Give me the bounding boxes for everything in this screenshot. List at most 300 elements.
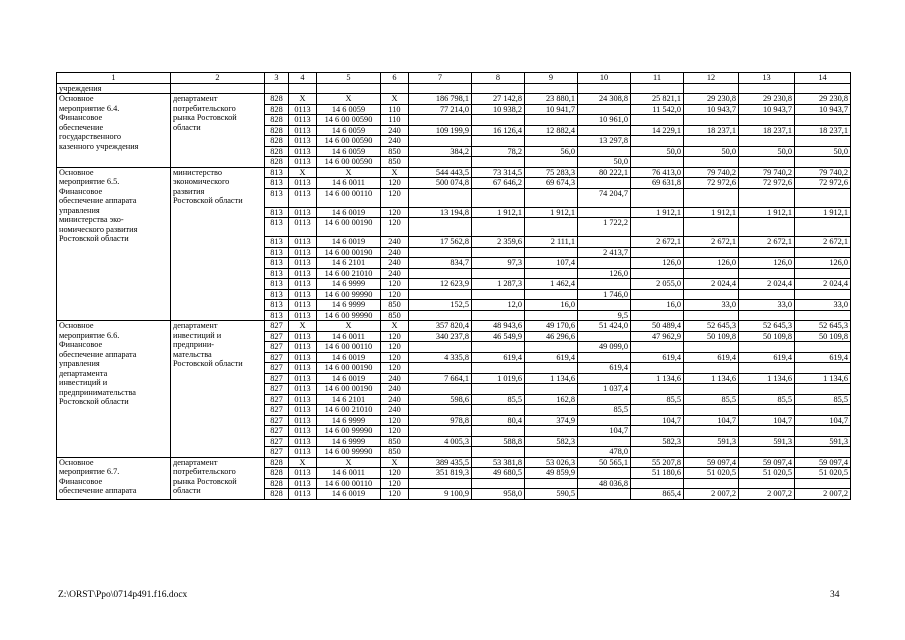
column-number: 11 — [631, 73, 684, 84]
target-article-code: 14 6 00 00190 — [317, 384, 381, 395]
amount-cell-14: 619,4 — [795, 352, 851, 363]
expense-type-code: 240 — [381, 237, 409, 248]
target-article-code: 14 6 00 99990 — [317, 426, 381, 437]
amount-cell-14: 50 109,8 — [795, 331, 851, 342]
amount-cell-8: 78,2 — [472, 146, 525, 157]
amount-cell-7 — [409, 447, 472, 458]
grbs-code: 828 — [265, 146, 289, 157]
amount-cell-12: 85,5 — [684, 394, 739, 405]
amount-cell-8: 16 126,4 — [472, 125, 525, 136]
amount-cell-9: 107,4 — [525, 258, 578, 269]
section-code: 0113 — [289, 104, 317, 115]
expense-type-code: 240 — [381, 136, 409, 147]
column-number: 7 — [409, 73, 472, 84]
amount-cell-9: 374,9 — [525, 415, 578, 426]
amount-cell-8 — [472, 157, 525, 168]
grbs-code: 813 — [265, 247, 289, 258]
amount-cell-13 — [739, 136, 795, 147]
amount-cell-12 — [684, 289, 739, 300]
target-article-code: 14 6 0011 — [317, 331, 381, 342]
amount-cell-11: 2 672,1 — [631, 237, 684, 248]
executor-name: министерство экономического развития Ростовской области — [171, 167, 265, 321]
amount-cell-10: 80 222,1 — [578, 167, 631, 178]
amount-cell-9: 53 026,3 — [525, 457, 578, 468]
amount-cell-8: 97,3 — [472, 258, 525, 269]
grbs-code: 827 — [265, 426, 289, 437]
expense-type-code: 240 — [381, 384, 409, 395]
amount-cell-11: 126,0 — [631, 258, 684, 269]
amount-cell-8: 27 142,8 — [472, 94, 525, 105]
amount-cell-11: 76 413,0 — [631, 167, 684, 178]
amount-cell-10 — [578, 436, 631, 447]
amount-cell-13: 50 109,8 — [739, 331, 795, 342]
column-number: 3 — [265, 73, 289, 84]
section-code: 0113 — [289, 373, 317, 384]
amount-cell-11 — [631, 157, 684, 168]
section-code: 0113 — [289, 363, 317, 374]
amount-cell-13 — [739, 405, 795, 416]
amount-cell-13 — [739, 342, 795, 353]
section-code: 0113 — [289, 289, 317, 300]
grbs-code: 827 — [265, 405, 289, 416]
expense-type-code: 240 — [381, 247, 409, 258]
amount-cell-13 — [739, 363, 795, 374]
target-article-code: 14 6 0019 — [317, 373, 381, 384]
amount-cell-14: 2 672,1 — [795, 237, 851, 248]
amount-cell-12: 591,3 — [684, 436, 739, 447]
amount-cell-12: 1 134,6 — [684, 373, 739, 384]
amount-cell-7: 152,5 — [409, 300, 472, 311]
amount-cell-13: 126,0 — [739, 258, 795, 269]
expense-type-code: 120 — [381, 489, 409, 500]
grbs-code: 827 — [265, 342, 289, 353]
amount-cell-14 — [795, 384, 851, 395]
amount-cell-14: 85,5 — [795, 394, 851, 405]
amount-cell-7: 4 005,3 — [409, 436, 472, 447]
amount-cell-14 — [795, 426, 851, 437]
budget-table — [56, 72, 851, 500]
grbs-code: 813 — [265, 279, 289, 290]
section-code: 0113 — [289, 352, 317, 363]
amount-cell-14 — [795, 136, 851, 147]
expense-type-code: 850 — [381, 146, 409, 157]
section-code: 0113 — [289, 146, 317, 157]
amount-cell-10 — [578, 489, 631, 500]
amount-cell-9 — [525, 247, 578, 258]
amount-cell-12: 18 237,1 — [684, 125, 739, 136]
amount-cell-8: 619,4 — [472, 352, 525, 363]
carryover-row — [57, 83, 851, 94]
amount-cell-8: 80,4 — [472, 415, 525, 426]
amount-cell-12 — [684, 342, 739, 353]
section-code: 0113 — [289, 237, 317, 248]
amount-cell-11 — [631, 218, 684, 237]
expense-type-code: 850 — [381, 447, 409, 458]
amount-cell-12: 50 109,8 — [684, 331, 739, 342]
amount-cell-12 — [684, 115, 739, 126]
amount-cell-13: 2 024,4 — [739, 279, 795, 290]
amount-cell-10 — [578, 468, 631, 479]
amount-cell-12 — [684, 447, 739, 458]
amount-cell-12: 29 230,8 — [684, 94, 739, 105]
amount-cell-7: 544 443,5 — [409, 167, 472, 178]
grbs-code: 828 — [265, 157, 289, 168]
section-code: X — [289, 321, 317, 332]
grbs-code: 813 — [265, 237, 289, 248]
amount-cell-13 — [739, 188, 795, 207]
amount-cell-13: 2 007,2 — [739, 489, 795, 500]
amount-cell-14: 50,0 — [795, 146, 851, 157]
amount-cell-14: 1 134,6 — [795, 373, 851, 384]
amount-cell-7: 500 074,8 — [409, 178, 472, 189]
amount-cell-14: 51 020,5 — [795, 468, 851, 479]
amount-cell-9: 1 134,6 — [525, 373, 578, 384]
amount-cell-12: 2 007,2 — [684, 489, 739, 500]
section-code: 0113 — [289, 300, 317, 311]
target-article-code: 14 6 00 00190 — [317, 247, 381, 258]
amount-cell-9 — [525, 188, 578, 207]
amount-cell-11 — [631, 363, 684, 374]
target-article-code: X — [317, 94, 381, 105]
amount-cell-7: 4 335,8 — [409, 352, 472, 363]
grbs-code: 828 — [265, 468, 289, 479]
amount-cell-11 — [631, 405, 684, 416]
expense-type-code: 120 — [381, 218, 409, 237]
measure-description: Основное мероприятие 6.4. Финансовое обеспечение государственного казенного учреждения — [57, 94, 171, 168]
amount-cell-10: 478,0 — [578, 447, 631, 458]
section-code: 0113 — [289, 268, 317, 279]
amount-cell-11: 1 912,1 — [631, 207, 684, 218]
amount-cell-13: 33,0 — [739, 300, 795, 311]
expense-type-code: 120 — [381, 207, 409, 218]
amount-cell-14 — [795, 115, 851, 126]
amount-cell-7 — [409, 384, 472, 395]
expense-type-code: 120 — [381, 178, 409, 189]
amount-cell-11: 25 821,1 — [631, 94, 684, 105]
amount-cell-14: 104,7 — [795, 415, 851, 426]
amount-cell-7 — [409, 268, 472, 279]
amount-cell-10 — [578, 331, 631, 342]
amount-cell-14: 10 943,7 — [795, 104, 851, 115]
target-article-code: 14 6 2101 — [317, 258, 381, 269]
amount-cell-11: 1 134,6 — [631, 373, 684, 384]
amount-cell-11: 50,0 — [631, 146, 684, 157]
amount-cell-8 — [472, 342, 525, 353]
section-code: 0113 — [289, 489, 317, 500]
grbs-code: 828 — [265, 94, 289, 105]
target-article-code: 14 6 9999 — [317, 436, 381, 447]
amount-cell-8: 10 938,2 — [472, 104, 525, 115]
target-article-code: X — [317, 167, 381, 178]
table-row — [57, 167, 851, 178]
amount-cell-11: 69 631,8 — [631, 178, 684, 189]
amount-cell-10 — [578, 352, 631, 363]
grbs-code: 827 — [265, 447, 289, 458]
amount-cell-9 — [525, 384, 578, 395]
amount-cell-13 — [739, 447, 795, 458]
amount-cell-11 — [631, 247, 684, 258]
amount-cell-7: 109 199,9 — [409, 125, 472, 136]
target-article-code: 14 6 00 99990 — [317, 447, 381, 458]
amount-cell-9: 46 296,6 — [525, 331, 578, 342]
grbs-code: 813 — [265, 167, 289, 178]
amount-cell-9 — [525, 426, 578, 437]
amount-cell-10 — [578, 279, 631, 290]
amount-cell-13: 104,7 — [739, 415, 795, 426]
target-article-code: 14 6 0059 — [317, 146, 381, 157]
amount-cell-10 — [578, 258, 631, 269]
amount-cell-14: 52 645,3 — [795, 321, 851, 332]
section-code: 0113 — [289, 436, 317, 447]
amount-cell-8: 46 549,9 — [472, 331, 525, 342]
amount-cell-12 — [684, 478, 739, 489]
amount-cell-10: 85,5 — [578, 405, 631, 416]
amount-cell-7: 351 819,3 — [409, 468, 472, 479]
target-article-code: X — [317, 457, 381, 468]
column-number: 8 — [472, 73, 525, 84]
amount-cell-14 — [795, 289, 851, 300]
executor-name: департамент инвестиций и предприни- мательства Ростовской области — [171, 321, 265, 458]
amount-cell-12 — [684, 188, 739, 207]
amount-cell-11 — [631, 342, 684, 353]
amount-cell-7: 17 562,8 — [409, 237, 472, 248]
amount-cell-9 — [525, 405, 578, 416]
amount-cell-7: 340 237,8 — [409, 331, 472, 342]
amount-cell-13: 1 134,6 — [739, 373, 795, 384]
section-code: 0113 — [289, 384, 317, 395]
amount-cell-13 — [739, 289, 795, 300]
amount-cell-11: 47 962,9 — [631, 331, 684, 342]
amount-cell-14 — [795, 157, 851, 168]
grbs-code: 828 — [265, 457, 289, 468]
expense-type-code: 850 — [381, 310, 409, 321]
measure-description: Основное мероприятие 6.5. Финансовое обеспечение аппарата управления министерства эко- номического развития Ростовской области — [57, 167, 171, 321]
amount-cell-14 — [795, 310, 851, 321]
expense-type-code: X — [381, 457, 409, 468]
amount-cell-11: 50 489,4 — [631, 321, 684, 332]
amount-cell-14: 33,0 — [795, 300, 851, 311]
amount-cell-12: 79 740,2 — [684, 167, 739, 178]
amount-cell-11 — [631, 426, 684, 437]
amount-cell-8 — [472, 447, 525, 458]
amount-cell-10: 24 308,8 — [578, 94, 631, 105]
target-article-code: 14 6 0019 — [317, 237, 381, 248]
expense-type-code: 240 — [381, 373, 409, 384]
grbs-code: 813 — [265, 188, 289, 207]
budget-table-page — [56, 72, 850, 500]
amount-cell-11 — [631, 115, 684, 126]
section-code: 0113 — [289, 394, 317, 405]
column-number: 1 — [57, 73, 171, 84]
amount-cell-13: 51 020,5 — [739, 468, 795, 479]
amount-cell-7: 357 820,4 — [409, 321, 472, 332]
amount-cell-12 — [684, 268, 739, 279]
amount-cell-8: 12,0 — [472, 300, 525, 311]
amount-cell-7: 13 194,8 — [409, 207, 472, 218]
amount-cell-11 — [631, 289, 684, 300]
amount-cell-11 — [631, 447, 684, 458]
grbs-code: 813 — [265, 310, 289, 321]
amount-cell-10: 50,0 — [578, 157, 631, 168]
column-number: 2 — [171, 73, 265, 84]
table-row — [57, 94, 851, 105]
amount-cell-14 — [795, 478, 851, 489]
expense-type-code: 110 — [381, 104, 409, 115]
grbs-code: 827 — [265, 373, 289, 384]
amount-cell-9: 10 941,7 — [525, 104, 578, 115]
expense-type-code: 110 — [381, 115, 409, 126]
amount-cell-8 — [472, 289, 525, 300]
amount-cell-7: 978,8 — [409, 415, 472, 426]
amount-cell-13: 29 230,8 — [739, 94, 795, 105]
target-article-code: 14 6 00 00190 — [317, 363, 381, 374]
amount-cell-9: 1 462,4 — [525, 279, 578, 290]
amount-cell-10 — [578, 373, 631, 384]
amount-cell-8 — [472, 188, 525, 207]
target-article-code: 14 6 00 21010 — [317, 268, 381, 279]
section-code: 0113 — [289, 468, 317, 479]
measure-description: Основное мероприятие 6.7. Финансовое обеспечение аппарата — [57, 457, 171, 499]
amount-cell-8 — [472, 136, 525, 147]
grbs-code: 828 — [265, 489, 289, 500]
amount-cell-9: 69 674,3 — [525, 178, 578, 189]
amount-cell-13 — [739, 247, 795, 258]
amount-cell-12: 51 020,5 — [684, 468, 739, 479]
amount-cell-10: 10 961,0 — [578, 115, 631, 126]
amount-cell-7: 186 798,1 — [409, 94, 472, 105]
amount-cell-9 — [525, 447, 578, 458]
expense-type-code: 120 — [381, 478, 409, 489]
expense-type-code: 850 — [381, 300, 409, 311]
grbs-code: 827 — [265, 384, 289, 395]
amount-cell-7: 7 664,1 — [409, 373, 472, 384]
amount-cell-13: 52 645,3 — [739, 321, 795, 332]
target-article-code: 14 6 0059 — [317, 104, 381, 115]
amount-cell-14: 29 230,8 — [795, 94, 851, 105]
expense-type-code: 120 — [381, 331, 409, 342]
grbs-code: 827 — [265, 415, 289, 426]
amount-cell-12: 1 912,1 — [684, 207, 739, 218]
amount-cell-8: 588,8 — [472, 436, 525, 447]
amount-cell-8 — [472, 478, 525, 489]
amount-cell-14: 18 237,1 — [795, 125, 851, 136]
target-article-code: X — [317, 321, 381, 332]
amount-cell-9: 619,4 — [525, 352, 578, 363]
amount-cell-11: 865,4 — [631, 489, 684, 500]
target-article-code: 14 6 00 00590 — [317, 136, 381, 147]
amount-cell-11: 14 229,1 — [631, 125, 684, 136]
amount-cell-12: 104,7 — [684, 415, 739, 426]
target-article-code: 14 6 9999 — [317, 279, 381, 290]
grbs-code: 827 — [265, 331, 289, 342]
amount-cell-8 — [472, 405, 525, 416]
amount-cell-8 — [472, 426, 525, 437]
amount-cell-8 — [472, 247, 525, 258]
amount-cell-11: 104,7 — [631, 415, 684, 426]
target-article-code: 14 6 0011 — [317, 468, 381, 479]
carryover-label: учреждения — [57, 83, 171, 94]
amount-cell-13: 2 672,1 — [739, 237, 795, 248]
amount-cell-11 — [631, 310, 684, 321]
amount-cell-9: 49 170,6 — [525, 321, 578, 332]
amount-cell-14 — [795, 363, 851, 374]
amount-cell-11: 16,0 — [631, 300, 684, 311]
section-code: 0113 — [289, 247, 317, 258]
amount-cell-13 — [739, 384, 795, 395]
amount-cell-8: 67 646,2 — [472, 178, 525, 189]
amount-cell-8: 53 381,8 — [472, 457, 525, 468]
amount-cell-9 — [525, 478, 578, 489]
expense-type-code: X — [381, 94, 409, 105]
column-number: 4 — [289, 73, 317, 84]
amount-cell-10: 51 424,0 — [578, 321, 631, 332]
amount-cell-8: 1 019,6 — [472, 373, 525, 384]
amount-cell-8: 85,5 — [472, 394, 525, 405]
amount-cell-10 — [578, 207, 631, 218]
amount-cell-13: 79 740,2 — [739, 167, 795, 178]
section-code: 0113 — [289, 447, 317, 458]
amount-cell-9: 56,0 — [525, 146, 578, 157]
amount-cell-7 — [409, 157, 472, 168]
amount-cell-9 — [525, 157, 578, 168]
amount-cell-10: 13 297,8 — [578, 136, 631, 147]
target-article-code: 14 6 9999 — [317, 300, 381, 311]
target-article-code: 14 6 9999 — [317, 415, 381, 426]
expense-type-code: 240 — [381, 125, 409, 136]
column-number: 13 — [739, 73, 795, 84]
section-code: 0113 — [289, 157, 317, 168]
grbs-code: 828 — [265, 125, 289, 136]
amount-cell-10: 619,4 — [578, 363, 631, 374]
expense-type-code: 240 — [381, 258, 409, 269]
amount-cell-13: 85,5 — [739, 394, 795, 405]
amount-cell-12: 619,4 — [684, 352, 739, 363]
target-article-code: 14 6 00 21010 — [317, 405, 381, 416]
amount-cell-7: 384,2 — [409, 146, 472, 157]
amount-cell-11: 2 055,0 — [631, 279, 684, 290]
amount-cell-11 — [631, 188, 684, 207]
section-code: 0113 — [289, 426, 317, 437]
amount-cell-8: 958,0 — [472, 489, 525, 500]
executor-name: департамент потребительского рынка Ростовской области — [171, 457, 265, 499]
amount-cell-10 — [578, 178, 631, 189]
amount-cell-12: 33,0 — [684, 300, 739, 311]
amount-cell-11 — [631, 136, 684, 147]
amount-cell-9 — [525, 289, 578, 300]
target-article-code: 14 6 00 00110 — [317, 188, 381, 207]
amount-cell-7 — [409, 426, 472, 437]
amount-cell-9 — [525, 218, 578, 237]
amount-cell-10 — [578, 394, 631, 405]
section-code: 0113 — [289, 125, 317, 136]
amount-cell-14: 2 007,2 — [795, 489, 851, 500]
amount-cell-12 — [684, 247, 739, 258]
grbs-code: 813 — [265, 289, 289, 300]
amount-cell-9 — [525, 363, 578, 374]
target-article-code: 14 6 00 00590 — [317, 157, 381, 168]
section-code: 0113 — [289, 178, 317, 189]
amount-cell-8 — [472, 363, 525, 374]
amount-cell-13 — [739, 115, 795, 126]
page-number: 34 — [830, 590, 840, 600]
amount-cell-13 — [739, 157, 795, 168]
amount-cell-12: 72 972,6 — [684, 178, 739, 189]
amount-cell-8: 2 359,6 — [472, 237, 525, 248]
amount-cell-9: 12 882,4 — [525, 125, 578, 136]
section-code: 0113 — [289, 310, 317, 321]
grbs-code: 813 — [265, 258, 289, 269]
amount-cell-7 — [409, 478, 472, 489]
